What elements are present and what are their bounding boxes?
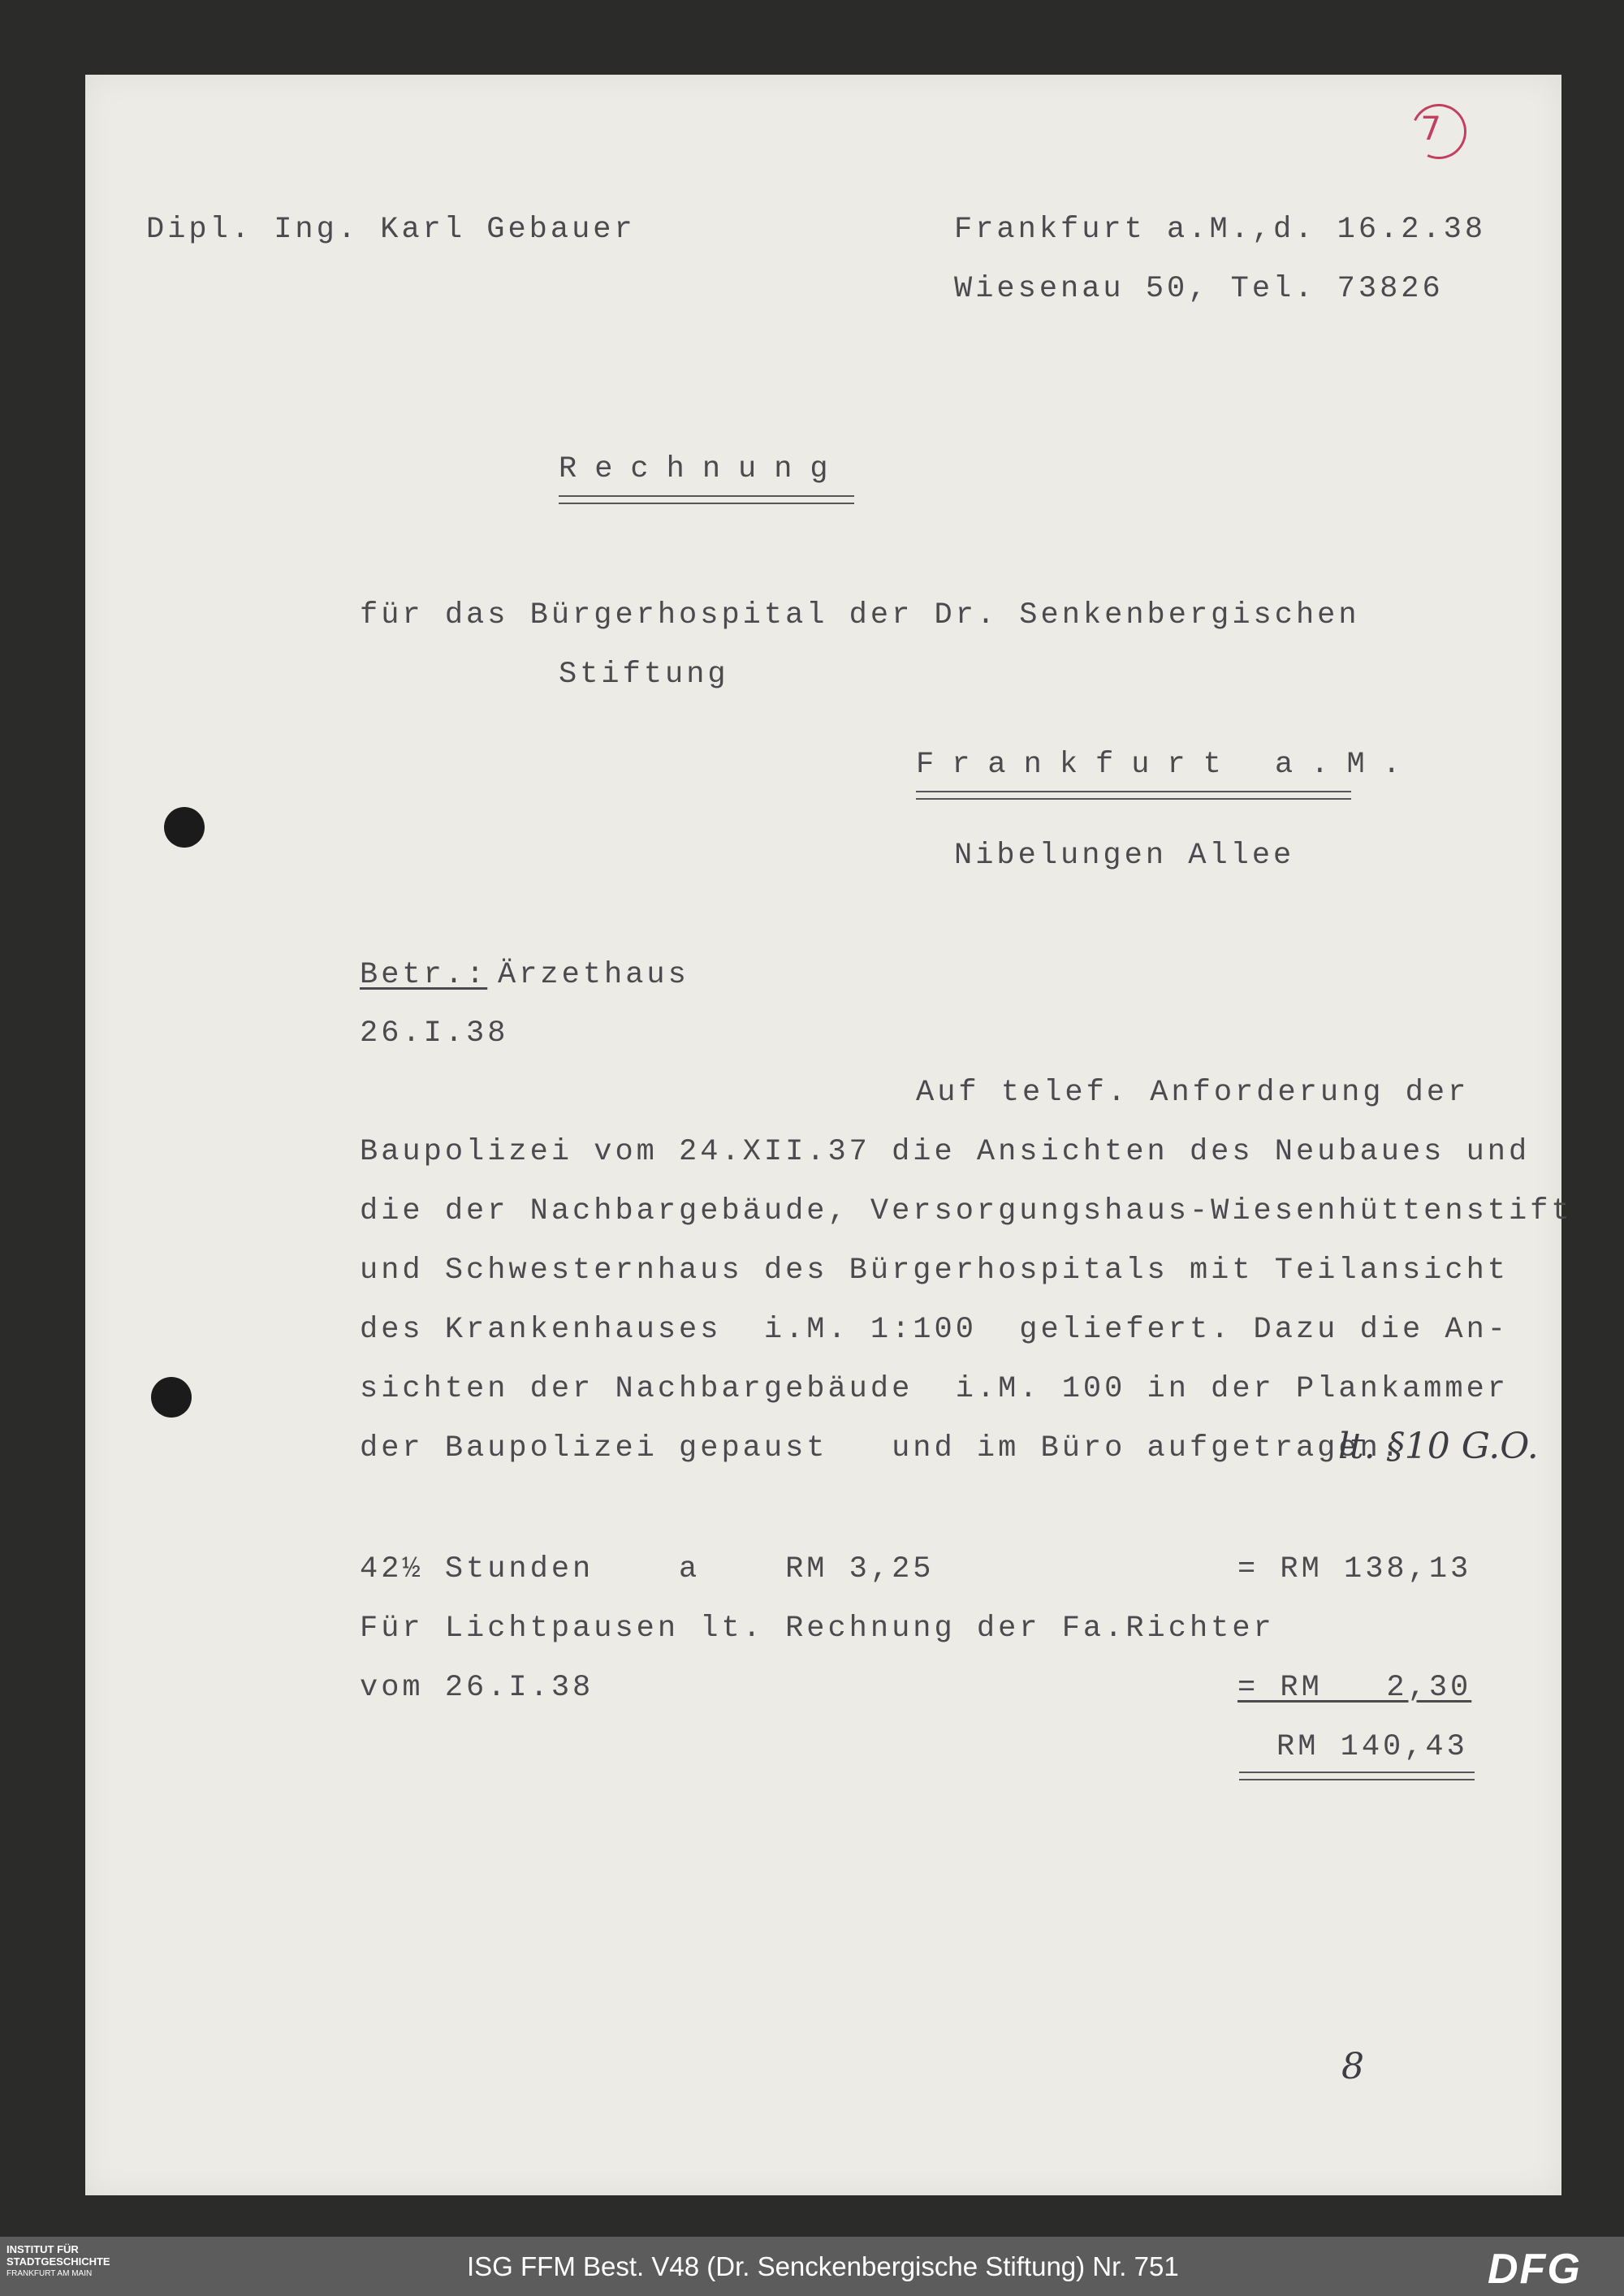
subject: Ärzethaus	[498, 958, 689, 992]
reference-date: 26.I.38	[360, 1016, 509, 1051]
archive-reference: ISG FFM Best. V48 (Dr. Senckenbergische Stiftung) Nr. 751	[467, 2251, 1179, 2281]
invoice-hours-line: 42½ Stunden a RM 3,25	[360, 1552, 935, 1586]
archive-footer-bar	[0, 2237, 1624, 2296]
invoice-copies-line-2: vom 26.I.38	[360, 1671, 594, 1705]
total-double-underline	[1239, 1772, 1475, 1780]
body-line: und Schwesternhaus des Bürgerhospitals mit Teilansicht	[360, 1254, 1509, 1288]
invoice-hours-amount: = RM 138,13	[1237, 1552, 1472, 1586]
corner-mark-number: 7	[1420, 110, 1441, 149]
institute-name-line-1: INSTITUT FÜR	[6, 2243, 79, 2255]
invoice-copies-amount: = RM 2,30	[1237, 1671, 1472, 1705]
punch-hole-bottom	[151, 1377, 192, 1418]
body-line: sichten der Nachbargebäude i.M. 100 in der Plankammer	[360, 1372, 1509, 1406]
invoice-total: RM 140,43	[1276, 1730, 1468, 1764]
invoice-copies-line-1: Für Lichtpausen lt. Rechnung der Fa.Richter	[360, 1612, 1275, 1646]
city-double-underline	[916, 791, 1351, 800]
punch-hole-top	[164, 807, 205, 848]
body-line: die der Nachbargebäude, Versorgungshaus-Wiesenhüttenstift	[360, 1194, 1573, 1228]
institute-name-line-2: STADTGESCHICHTE	[6, 2255, 110, 2268]
place-date: Frankfurt a.M.,d. 16.2.38	[954, 213, 1487, 247]
body-line: Baupolizei vom 24.XII.37 die Ansichten des Neubaues und	[360, 1135, 1531, 1169]
body-line: der Baupolizei gepaust und im Büro aufgetragen.	[360, 1431, 1402, 1465]
institute-name-line-3: FRANKFURT AM MAIN	[6, 2269, 93, 2278]
handwritten-note: lt. §10 G.O.	[1338, 1426, 1539, 1467]
recipient-line-2: Stiftung	[559, 658, 729, 692]
sender-name: Dipl. Ing. Karl Gebauer	[146, 213, 636, 247]
body-line: des Krankenhauses i.M. 1:100 geliefert. Dazu die An-	[360, 1313, 1509, 1347]
document-title: Rechnung	[559, 452, 846, 486]
handwritten-page-number: 8	[1341, 2046, 1364, 2087]
recipient-street: Nibelungen Allee	[954, 839, 1295, 873]
subject-label: Betr.:	[360, 958, 488, 992]
institute-logo	[6, 2243, 145, 2280]
body-line: Auf telef. Anforderung der	[916, 1076, 1470, 1110]
recipient-line-1: für das Bürgerhospital der Dr. Senkenbergischen	[360, 598, 1360, 632]
sender-address: Wiesenau 50, Tel. 73826	[954, 272, 1444, 306]
title-double-underline	[559, 495, 854, 504]
dfg-logo: DFG	[1488, 2246, 1582, 2293]
recipient-city: Frankfurt a.M.	[916, 748, 1419, 782]
